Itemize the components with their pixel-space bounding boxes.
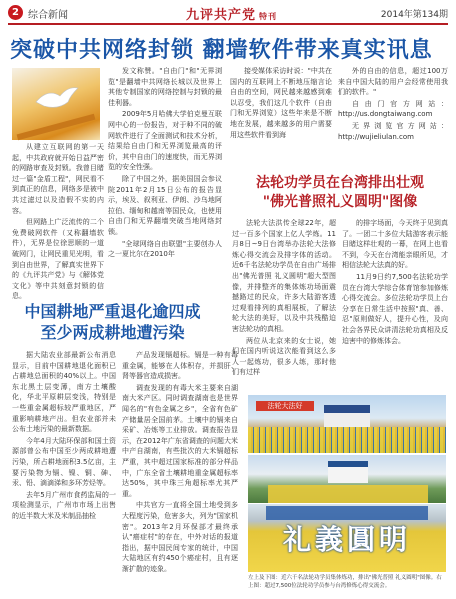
article-paragraph: 11月9日约7,500名法轮功学员在台湾大学综合体育馆参加修炼心得交流会。多位法轮功学员上台分享在日常生活中按照"真、善、忍"原则做好人，提升心性，及向社会各界民众讲清法轮功真相及反迫害中的修炼体会。 (342, 272, 448, 345)
article-firewall-col1 (12, 142, 104, 301)
article-falun-gong-col1 (232, 218, 336, 392)
headline-line: "佛光普照礼义圆明"图像 (262, 194, 418, 210)
photo-character-formation (248, 455, 446, 503)
article-paragraph: 中共官方一直将全国土地受到多大程度污染，危害多大，列为"国家机密"。2013年2月环保部才最终承认"癌症村"的存在，中外对话的报道指出，据中国民间专家的统计，中国大陆地区有约450个癌症村，且有逐渐扩散的迹象。 (122, 501, 238, 573)
headline-falun-gong (232, 174, 448, 212)
article-firewall-col2 (108, 66, 222, 296)
headline-farmland (10, 301, 215, 343)
article-paragraph: "全球网络自由联盟"主要创办人之一夏比尔在2010年 (108, 239, 222, 259)
photo-overlay-text: 礼義圓明 (282, 523, 411, 556)
page-header (8, 4, 448, 22)
article-paragraph: 产品发现镉超标。镉是一种有毒重金属，能够在人体积存，并损肝、肾等器官造成损害。 (122, 351, 238, 381)
headline-line: 法轮功学员在台湾排出壮观 (256, 175, 424, 191)
article-paragraph: 据大陆农业部最新公布消息显示，目前中国耕地退化面积已占耕地总面积的40%以上。中国东北黑土层变薄，南方土壤酸化，华北平原耕层变浅，特别是一些重金属超标较严重地区，严重影响耕地产出。但农业部并未公布土地污染的最新数据。 (12, 351, 116, 434)
article-paragraph: 调查发现的有毒大米主要来自湖南大米产区。同时调查湖南也是世界闻名的"有色金属之乡"，全省有色矿产储量居全国前茅。土壤中的镉来自采矿、冶炼等工业排放。调查报告显示，在2012年广东省调查的问题大米中产自湖南，有些批次的大米镉超标严重，其中超过国家标准的部分样品中，广东全省土壤耕地重金属超标率达50%，其中珠三角超标率尤其严重。 (122, 383, 238, 498)
article-firewall-col4 (338, 66, 448, 170)
formation-field (268, 485, 428, 503)
memorial-hall-shape (324, 405, 370, 427)
article-paragraph: 去年5月广州市食药监局的一项检测显示，广州市市场上出售的近半数大米及米制品抽检 (12, 490, 116, 520)
page-number-badge: 2 (8, 5, 23, 20)
section-label: 综合新闻 (28, 10, 68, 21)
issue-number: 2014年第134期 (380, 10, 448, 20)
article-paragraph: 2009年5月哈佛大学伯克曼互联网中心的一份报告，对于种不同的破网软件进行了全面测试和技术分析，结果给自由门和无界浏览最高的评价，其中自由门的速度快，而无界浏览的安全性强。 (108, 110, 222, 172)
article-paragraph: 但网路上广泛流传的二个免费破网软件（又称翻墙软件），无界是位徐思顺的一道破网门，让网民重见光明，看到自由世界，了解真实世界下的《九评共产党》与《解体党文化》等中共刻意封锁的信息。 (12, 218, 104, 301)
article-farmland-col1 (12, 350, 116, 594)
broken-wall-shape (17, 114, 96, 141)
masthead (186, 4, 277, 23)
article-paragraph: 的排字场面，今天终于见到真了。一团二十多位大陆游客表示能目睹这样壮观的一幕，在网上也看不到，今天在台湾能亲眼所见，才相信法轮大法真的好。 (342, 219, 448, 270)
article-farmland-col2 (122, 350, 238, 594)
gate-shape (328, 461, 368, 483)
masthead-special: 特刊 (259, 12, 278, 21)
headline-line: 中国耕地严重退化逾四成 (24, 302, 201, 321)
practitioners-crowd (248, 427, 446, 453)
article-paragraph: 今年4月大陆环保部和国土资源部曾公布中国至少两成耕地遭污染，所占耕地面积3.5亿亩，主要污染物为镉、镍、铜、砷、汞、铅、滴滴涕和多环芳烃等。 (12, 436, 116, 488)
article-paragraph: 接受媒体采访时说："中共在国内的互联网上不断地压缩言论自由的空间，网民越来越感到难以忍受，我们这几个软件（自由门和无界浏览）这些年来是不断地在发展，越来越多的用户需要用这些软件看到海 (230, 67, 332, 139)
article-paragraph: 除了中国之外，据美国国会参议院2011年2月15日公布的报告显示，埃及、叙利亚、伊朗、沙乌地阿拉伯、缅甸和越南等国民众，也使用自由门和无界翻墙突破当地网络封锁。 (108, 174, 222, 236)
article-paragraph: 无界浏览官方网站：http://wujieliulan.com (338, 121, 448, 141)
headline-main: 突破中共网络封锁 翻墙软件带来真实讯息 (10, 38, 433, 63)
article-paragraph: 法轮大法洪传全球22年，超过一百多个国家上亿人学炼。11月8日~9日台湾举办法轮大法修炼心得交流会及排字体的活动。近6千名法轮功学员在自由广场排出"佛光普照 礼义圆明"超大型图像，并排整齐的集体炼功场面震撼路过的民众，许多大陆游客透过观看排列的真相展板，了解法轮大法的美好，以及中共残酷迫害法轮功的真相。 (232, 219, 336, 333)
article-falun-gong-col2 (342, 218, 448, 392)
broken-wall-bird-illustration (12, 68, 100, 140)
article-paragraph: 自由门官方网站：http://us.dongtaiwang.com (338, 99, 448, 119)
header-rule (8, 23, 448, 25)
article-paragraph: 从建立互联网的第一天起，中共政府就开始日益严密的网路审查及封锁。我曾目睹过一篇"金盾工程"，网民看不到真正的信息，网络多是被中共过滤过以及造假不实的内容。 (12, 143, 104, 215)
article-paragraph: 外的自由的信息，超过100万来自中国大陆的用户会经常使用我们的软件。" (338, 67, 448, 97)
dove-icon (34, 84, 80, 114)
photo-banner: 法轮大法好 (256, 401, 314, 411)
masthead-title: 九评共产党 (186, 8, 257, 23)
photo-practice-square (248, 395, 446, 453)
photo-caption: 左上及下图：近六千名法轮功学员集体炼功，排出"佛光普照 礼义圆明"图像。右上图：超过7,500位法轮功学员参与台湾修炼心得交流会。 (248, 575, 442, 589)
article-firewall-col3 (230, 66, 332, 170)
article-paragraph: 两位从北京来的女士说，她们在国内听说这次能看到这么多人一起炼功，很多人练，那时他们有过样 (232, 336, 336, 377)
article-paragraph: 发文称赞。"自由门"和"无界浏览"是翻墙中共网络长城以及世界上其他专制国家的网络控制与封锁的最佳利器。 (108, 67, 222, 107)
photo-liyi-yuanming (248, 504, 446, 572)
headline-line: 至少两成耕地遭污染 (40, 323, 185, 342)
